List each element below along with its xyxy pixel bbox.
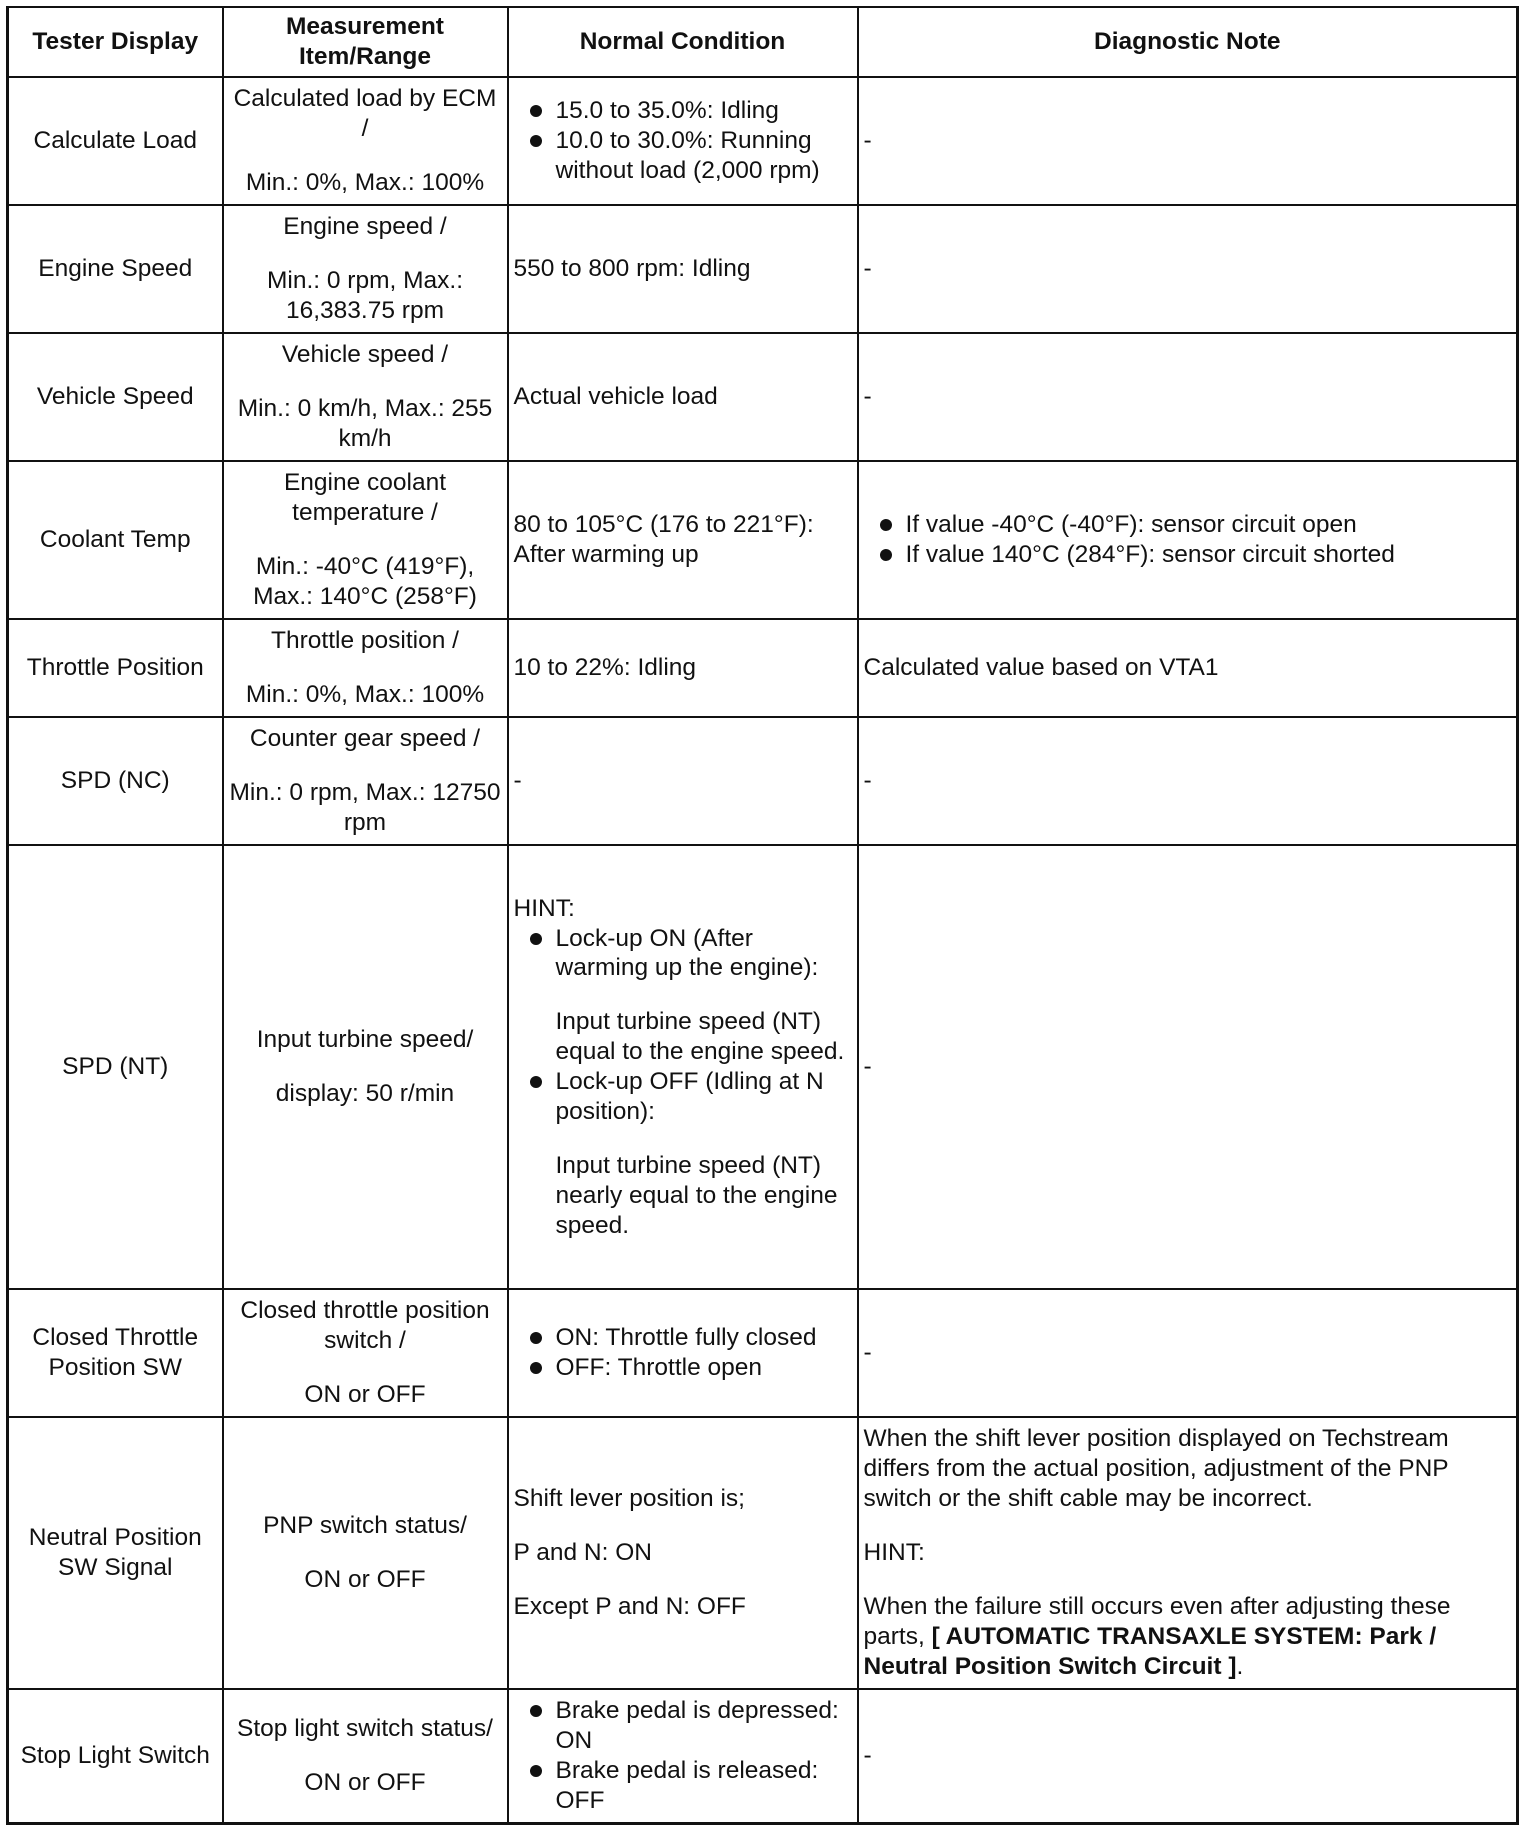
normal-condition-cell <box>508 1689 858 1823</box>
item-range: Min.: 0 rpm, Max.: 12750 rpm <box>229 779 501 836</box>
hint-label: HINT: <box>863 1539 925 1567</box>
bullet-icon <box>530 933 542 945</box>
normal-condition-cell <box>508 1417 858 1689</box>
diagnostic-note-cell: - <box>858 333 1518 461</box>
table-row <box>8 1689 1518 1823</box>
bullet-icon <box>530 1076 542 1088</box>
measurement-item-cell <box>223 845 508 1289</box>
table-row <box>8 619 1518 717</box>
measurement-item-cell <box>223 619 508 717</box>
item-range: ON or OFF <box>304 1380 426 1408</box>
bullet-icon <box>530 1332 542 1344</box>
measurement-item-cell <box>223 205 508 333</box>
item-name: Stop light switch status/ <box>236 1714 493 1742</box>
item-range: Min.: 0%, Max.: 100% <box>245 681 485 708</box>
condition-line: P and N: ON <box>513 1539 652 1567</box>
item-range: ON or OFF <box>304 1566 426 1593</box>
diagnostic-note-cell: - <box>858 1689 1518 1823</box>
normal-condition-cell: - <box>508 717 858 845</box>
normal-condition-cell <box>508 77 858 205</box>
item-range: display: 50 r/min <box>275 1080 455 1107</box>
bullet-icon <box>530 1362 542 1374</box>
tester-display-cell: Closed Throttle Position SW <box>8 1289 223 1417</box>
normal-condition-cell: 550 to 800 rpm: Idling <box>508 205 858 333</box>
condition-bullet: Lock-up OFF (Idling at N position): <box>514 1067 852 1127</box>
condition-bullet: Lock-up ON (After warming up the engine): <box>514 924 852 984</box>
tester-display-cell: Calculate Load <box>8 77 223 205</box>
bullet-icon <box>530 1765 542 1777</box>
condition-detail: Input turbine speed (NT) equal to the engine speed. <box>555 1008 845 1066</box>
condition-bullet: OFF: Throttle open <box>514 1353 852 1383</box>
table-row <box>8 77 1518 205</box>
note-paragraph: When the failure still occurs even after adjusting these parts, [ AUTOMATIC TRANSAXLE SYSTEM: Park / Neutral Position Switch Circuit ]. <box>863 1592 1451 1680</box>
tester-display-cell: Throttle Position <box>8 619 223 717</box>
item-name: Input turbine speed/ <box>256 1026 474 1054</box>
item-name: Closed throttle position switch / <box>240 1297 490 1355</box>
bullet-icon <box>530 135 542 147</box>
table-row <box>8 461 1518 619</box>
condition-bullet: Brake pedal is released: OFF <box>514 1756 852 1816</box>
diagnostic-note-cell: - <box>858 1289 1518 1417</box>
item-range: Min.: -40°C (419°F), Max.: 140°C (258°F) <box>253 553 477 610</box>
condition-bullet: Brake pedal is depressed: ON <box>514 1696 852 1756</box>
bullet-icon <box>530 105 542 117</box>
diagnostic-note-cell <box>858 461 1518 619</box>
item-name: Vehicle speed / <box>281 341 449 369</box>
measurement-item-cell <box>223 1289 508 1417</box>
normal-condition-cell: 80 to 105°C (176 to 221°F): After warming up <box>508 461 858 619</box>
normal-condition-cell <box>508 1289 858 1417</box>
table-row <box>8 717 1518 845</box>
item-range: ON or OFF <box>304 1768 426 1796</box>
tester-display-cell: SPD (NT) <box>8 845 223 1289</box>
measurement-item-cell <box>223 717 508 845</box>
note-bullet: If value 140°C (284°F): sensor circuit shorted <box>864 540 1512 570</box>
item-name: Throttle position / <box>271 627 459 655</box>
diagnostic-note-cell: - <box>858 845 1518 1289</box>
condition-bullet: ON: Throttle fully closed <box>514 1323 852 1353</box>
item-range: Min.: 0 km/h, Max.: 255 km/h <box>237 395 493 452</box>
procedure-link[interactable]: [ AUTOMATIC TRANSAXLE SYSTEM: Park / Neutral Position Switch Circuit ] <box>863 1622 1437 1680</box>
header-tester-display: Tester Display <box>8 7 223 77</box>
condition-line: Except P and N: OFF <box>513 1592 746 1620</box>
item-name: Engine speed / <box>283 213 447 241</box>
tester-display-cell: Stop Light Switch <box>8 1689 223 1823</box>
diagnostic-note-cell: - <box>858 77 1518 205</box>
item-range: Min.: 0 rpm, Max.: 16,383.75 rpm <box>266 267 464 324</box>
measurement-item-cell <box>223 461 508 619</box>
item-range: Min.: 0%, Max.: 100% <box>245 168 485 196</box>
header-normal-condition: Normal Condition <box>508 7 858 77</box>
header-measurement-item: Measurement Item/Range <box>223 7 508 77</box>
note-paragraph: When the shift lever position displayed on Techstream differs from the actual position, adjustment of the PNP switch or the shift cable may be incorrect. <box>863 1425 1449 1513</box>
item-name: Engine coolant temperature / <box>283 469 447 527</box>
item-name: Counter gear speed / <box>249 725 481 753</box>
table-row <box>8 205 1518 333</box>
condition-detail: Input turbine speed (NT) nearly equal to the engine speed. <box>555 1151 838 1239</box>
diagnostic-note-cell: - <box>858 205 1518 333</box>
table-row <box>8 845 1518 1289</box>
condition-line: Shift lever position is; <box>513 1485 745 1513</box>
measurement-item-cell <box>223 1417 508 1689</box>
diagnostic-data-table <box>6 6 1519 1825</box>
bullet-icon <box>530 1705 542 1717</box>
normal-condition-cell: Actual vehicle load <box>508 333 858 461</box>
diagnostic-note-cell: - <box>858 717 1518 845</box>
measurement-item-cell <box>223 77 508 205</box>
table-row <box>8 1417 1518 1689</box>
diagnostic-note-cell: Calculated value based on VTA1 <box>858 619 1518 717</box>
tester-display-cell: Coolant Temp <box>8 461 223 619</box>
measurement-item-cell <box>223 333 508 461</box>
table-row <box>8 333 1518 461</box>
tester-display-cell: Engine Speed <box>8 205 223 333</box>
tester-display-cell: Vehicle Speed <box>8 333 223 461</box>
normal-condition-cell <box>508 845 858 1289</box>
header-diagnostic-note: Diagnostic Note <box>858 7 1518 77</box>
diagnostic-note-cell <box>858 1417 1518 1689</box>
header-row <box>8 7 1518 77</box>
condition-bullet: 10.0 to 30.0%: Running without load (2,000 rpm) <box>514 126 852 186</box>
hint-label: HINT: <box>513 894 575 922</box>
table-row <box>8 1289 1518 1417</box>
item-name: PNP switch status/ <box>263 1512 467 1540</box>
tester-display-cell: Neutral Position SW Signal <box>8 1417 223 1689</box>
normal-condition-cell: 10 to 22%: Idling <box>508 619 858 717</box>
condition-bullet: 15.0 to 35.0%: Idling <box>514 96 852 126</box>
bullet-icon <box>880 519 892 531</box>
tester-display-cell: SPD (NC) <box>8 717 223 845</box>
note-bullet: If value -40°C (-40°F): sensor circuit open <box>864 510 1512 540</box>
bullet-icon <box>880 549 892 561</box>
measurement-item-cell <box>223 1689 508 1823</box>
item-name: Calculated load by ECM / <box>233 85 497 143</box>
